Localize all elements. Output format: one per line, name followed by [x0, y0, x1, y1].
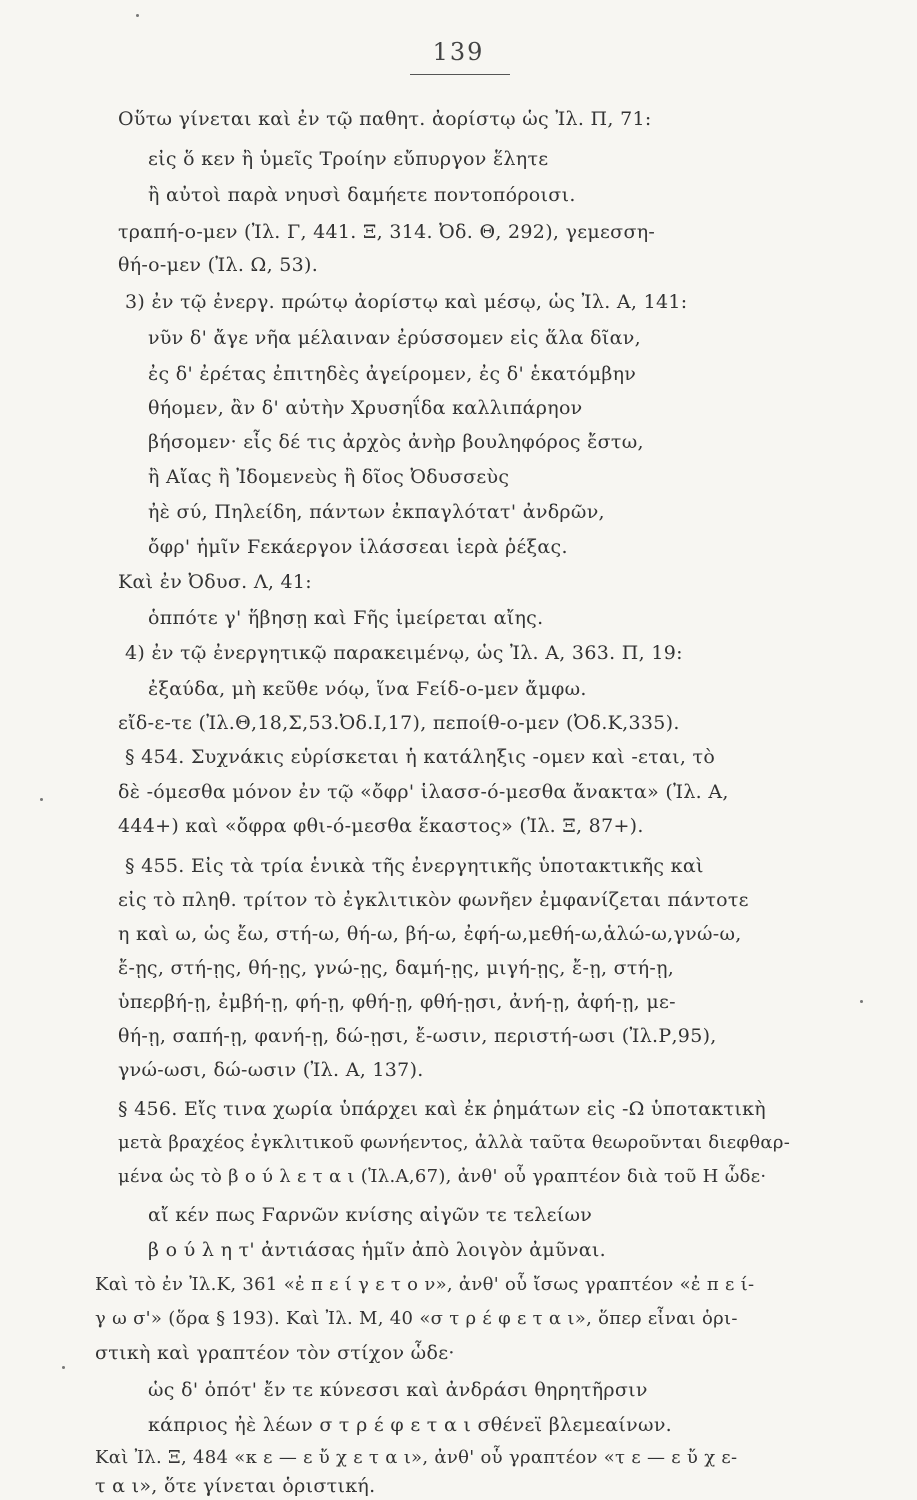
header-rule	[410, 74, 510, 75]
verse-line: κάπριος ἠὲ λέων σ τ ρ έ φ ε τ α ι σθένεϊ βλεμεαίνων.	[148, 1414, 673, 1436]
text-line: Καὶ τὸ ἐν Ἰλ.Κ, 361 «ἐ π ε ί γ ε τ ο ν», ἀνθ' οὗ ἴσως γραπτέον «ἐ π ε ί-	[95, 1274, 755, 1295]
text-line: Οὕτω γίνεται καὶ ἐν τῷ παθητ. ἀορίστῳ ὡς Ἰλ. Π, 71:	[118, 108, 652, 130]
verse-line: β ο ύ λ η τ' ἀντιάσας ἡμῖν ἀπὸ λοιγὸν ἀμῦναι.	[148, 1239, 607, 1261]
text-line: εἴδ-ε-τε (Ἰλ.Θ,18,Σ,53.Ὀδ.Ι,17), πεποίθ-ο-μεν (Ὀδ.Κ,335).	[118, 712, 680, 734]
verse-line: εἰς ὅ κεν ἢ ὑμεῖς Τροίην εὔπυργον ἕλητε	[148, 148, 549, 170]
text-line: θή-ῃ, σαπή-ῃ, φανή-ῃ, δώ-ῃσι, ἔ-ωσιν, περιστή-ωσι (Ἰλ.Ρ,95),	[118, 1025, 717, 1047]
verse-line: ὄφρ' ἡμῖν Ϝεκάεργον ἱλάσσεαι ἱερὰ ῥέξας.	[148, 536, 568, 558]
text-line: ἔ-ῃς, στή-ῃς, θή-ῃς, γνώ-ῃς, δαμή-ῃς, μιγή-ῃς, ἔ-ῃ, στή-ῃ,	[118, 957, 675, 979]
paper-speck	[860, 1000, 863, 1003]
verse-line: ἐξαύδα, μὴ κεῦθε νόῳ, ἵνα Ϝείδ-ο-μεν ἄμφω.	[148, 678, 587, 700]
verse-line: ἐς δ' ἐρέτας ἐπιτηδὲς ἀγείρομεν, ἐς δ' ἑκατόμβην	[148, 363, 637, 385]
text-line: 3) ἐν τῷ ἐνεργ. πρώτῳ ἀορίστῳ καὶ μέσῳ, ὡς Ἰλ. Α, 141:	[125, 291, 688, 313]
text-line: Καὶ Ἰλ. Ξ, 484 «κ ε — ε ὔ χ ε τ α ι», ἀνθ' οὗ γραπτέον «τ ε — ε ὔ χ ε-	[95, 1447, 738, 1468]
verse-line: βήσομεν· εἷς δέ τις ἀρχὸς ἀνὴρ βουληφόρος ἔστω,	[148, 431, 644, 453]
text-line: Καὶ ἐν Ὀδυσ. Λ, 41:	[118, 571, 312, 593]
paper-speck	[40, 798, 43, 801]
verse-line: αἴ κέν πως Ϝαρνῶν κνίσης αἰγῶν τε τελείων	[148, 1204, 593, 1226]
verse-line: θήομεν, ἂν δ' αὐτὴν Χρυσηΐδα καλλιπάρηον	[148, 397, 583, 419]
text-line: ὑπερβή-ῃ, ἐμβή-ῃ, φή-ῃ, φθή-ῃ, φθή-ῃσι, ἀνή-ῃ, ἀφή-ῃ, με-	[118, 991, 676, 1013]
verse-line: ἠὲ σύ, Πηλείδη, πάντων ἐκπαγλότατ' ἀνδρῶν,	[148, 501, 605, 523]
text-line: 444+) καὶ «ὄφρα φθι-ό-μεσθα ἕκαστος» (Ἰλ. Ξ, 87+).	[118, 815, 644, 837]
text-line: § 456. Εἴς τινα χωρία ὑπάρχει καὶ ἐκ ῥημάτων εἰς -Ω ὑποτακτικὴ	[118, 1098, 766, 1120]
text-line: § 454. Συχνάκις εὑρίσκεται ἡ κατάληξις -ομεν καὶ -εται, τὸ	[125, 746, 716, 768]
text-line: θή-ο-μεν (Ἰλ. Ω, 53).	[118, 254, 319, 276]
verse-line: νῦν δ' ἄγε νῆα μέλαιναν ἐρύσσομεν εἰς ἅλα δῖαν,	[148, 327, 641, 349]
text-line: δὲ -όμεσθα μόνον ἐν τῷ «ὄφρ' ἱλασσ-ό-μεσθα ἄνακτα» (Ἰλ. Α,	[118, 781, 729, 803]
text-line: γνώ-ωσι, δώ-ωσιν (Ἰλ. Α, 137).	[118, 1059, 424, 1081]
verse-line: ἢ Αἴας ἢ Ἰδομενεὺς ἢ δῖος Ὀδυσσεὺς	[148, 466, 510, 488]
text-line: γ ω σ'» (ὅρα § 193). Καὶ Ἰλ. Μ, 40 «σ τ ρ έ φ ε τ α ι», ὅπερ εἶναι ὁρι-	[95, 1308, 738, 1329]
text-line: 4) ἐν τῷ ἐνεργητικῷ παρακειμένῳ, ὡς Ἰλ. Α, 363. Π, 19:	[125, 642, 683, 664]
text-line: μετὰ βραχέος ἐγκλιτικοῦ φωνήεντος, ἀλλὰ ταῦτα θεωροῦνται διεφθαρ-	[118, 1132, 791, 1153]
text-line: μένα ὡς τὸ β ο ύ λ ε τ α ι (Ἰλ.Α,67), ἀνθ' οὗ γραπτέον διὰ τοῦ Η ὧδε·	[118, 1166, 767, 1187]
text-line: στικὴ καὶ γραπτέον τὸν στίχον ὧδε·	[95, 1342, 455, 1364]
text-line: η καὶ ω, ὡς ἔω, στή-ω, θή-ω, βή-ω, ἐφή-ω,μεθή-ω,ἁλώ-ω,γνώ-ω,	[118, 923, 742, 945]
paper-speck	[62, 1366, 65, 1369]
verse-line: ὁππότε γ' ἥβησῃ καὶ Ϝῆς ἱμείρεται αἴης.	[148, 607, 544, 629]
text-line: τραπή-ο-μεν (Ἰλ. Γ, 441. Ξ, 314. Ὀδ. Θ, 292), γεμεσση-	[118, 221, 656, 243]
verse-line: ἢ αὐτοὶ παρὰ νηυσὶ δαμήετε ποντοπόροισι.	[148, 184, 576, 206]
text-line: τ α ι», ὅτε γίνεται ὁριστική.	[95, 1475, 376, 1497]
text-line: § 455. Εἰς τὰ τρία ἑνικὰ τῆς ἐνεργητικῆς ὑποτακτικῆς καὶ	[125, 855, 704, 877]
verse-line: ὡς δ' ὁπότ' ἔν τε κύνεσσι καὶ ἀνδράσι θηρητῆρσιν	[148, 1379, 648, 1401]
text-line: εἰς τὸ πληθ. τρίτον τὸ ἐγκλιτικὸν φωνῆεν ἐμφανίζεται πάντοτε	[118, 889, 749, 911]
paper-speck	[136, 14, 139, 17]
page-number: 139	[432, 38, 485, 66]
